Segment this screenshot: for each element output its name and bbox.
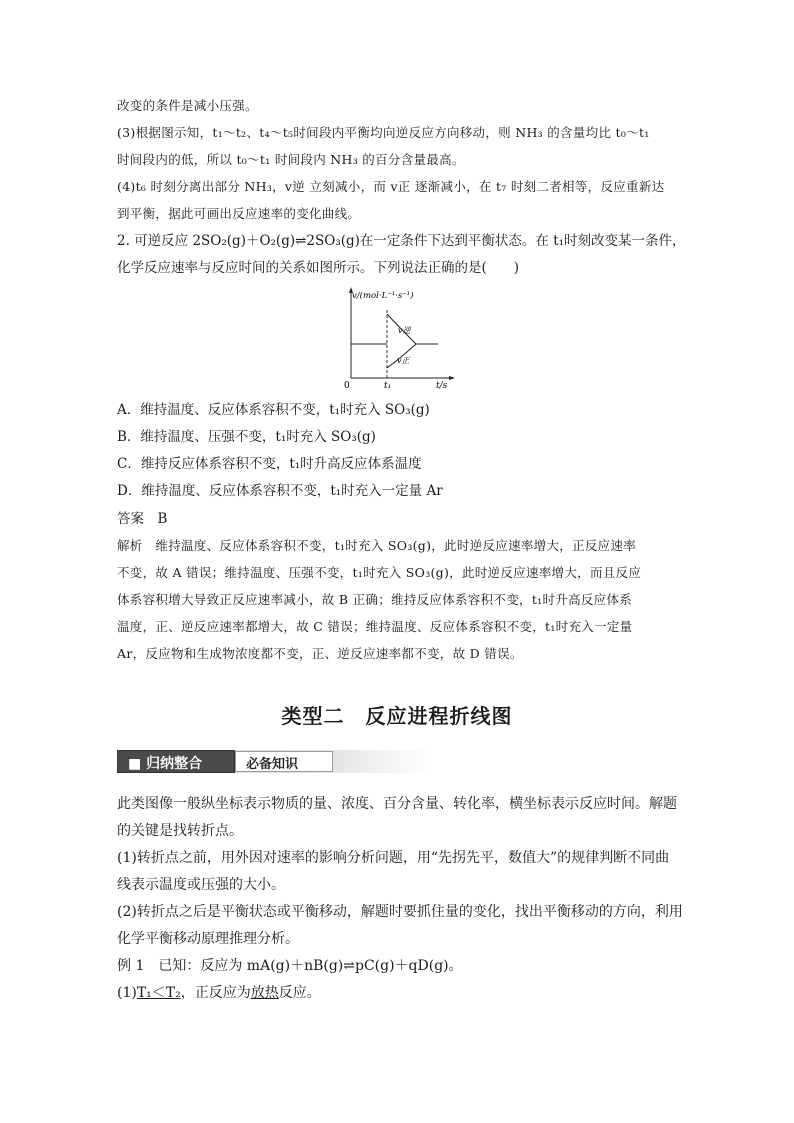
- analysis-line: 时间段内的低，所以 t₀～t₁ 时间段内 NH₃ 的百分含量最高。: [117, 152, 465, 167]
- body-paragraph: (2)转折点之后是平衡状态或平衡移动，解题时要抓住量的变化，找出平衡移动的方向，利用: [117, 904, 683, 920]
- band-dark-tab: [117, 750, 235, 773]
- answer: 答案 B: [117, 511, 168, 527]
- v-forward-label: v正: [397, 356, 410, 365]
- body-paragraph: 的关键是找转折点。: [117, 823, 243, 839]
- v-reverse-label: v逆: [398, 326, 411, 335]
- option-d: D．维持温度、反应体系容积不变，t₁时充入一定量 Ar: [117, 483, 443, 499]
- question-stem: 化学反应速率与反应时间的关系如图所示。下列说法正确的是( ): [117, 260, 520, 276]
- part-prefix: (1): [117, 985, 137, 1001]
- y-axis-label: v/(mol·L⁻¹·s⁻¹): [352, 291, 414, 301]
- analysis-line: 温度，正、逆反应速率都增大，故 C 错误；维持温度、反应体系容积不变，t₁时充入一定量: [117, 619, 633, 634]
- origin-label: 0: [344, 381, 350, 391]
- analysis-line: 不变，故 A 错误；维持温度、压强不变，t₁时充入 SO₃(g)，此时逆反应速率增大，而且反应: [117, 565, 642, 580]
- analysis-line: (3)根据图示知，t₁～t₂、t₄～t₅时间段内平衡均向逆反应方向移动，则 NH₃ 的含量均比 t₀～t₁: [117, 125, 650, 140]
- option-c: C．维持反应体系容积不变，t₁时升高反应体系温度: [117, 456, 422, 472]
- part-mid: ，正反应为: [180, 985, 251, 1001]
- analysis-line: Ar，反应物和生成物浓度都不变，正、逆反应速率都不变，故 D 错误。: [117, 646, 523, 661]
- example-heading: 例 1 已知：反应为 mA(g)＋nB(g)⇌pC(g)＋qD(g)。: [117, 958, 463, 974]
- rate-time-figure: [340, 284, 460, 392]
- option-a: A．维持温度、反应体系容积不变，t₁时充入 SO₃(g): [117, 402, 430, 418]
- analysis-line: 到平衡，据此可画出反应速率的变化曲线。: [117, 206, 361, 221]
- body-paragraph: 化学平衡移动原理推理分析。: [117, 931, 299, 947]
- x-axis-label: t/s: [436, 381, 448, 391]
- analysis-line: 体系容积增大导致正反应速率减小，故 B 正确；维持反应体系容积不变，t₁时升高反应体系: [117, 592, 633, 607]
- body-paragraph: 此类图像一般纵坐标表示物质的量、浓度、百分含量、转化率，横坐标表示反应时间。解题: [117, 796, 677, 812]
- body-paragraph: 线表示温度或压强的大小。: [117, 877, 285, 893]
- section-band: [117, 750, 431, 773]
- band-light-tab: [235, 751, 333, 772]
- band-light-label: 必备知识: [246, 757, 299, 772]
- part-suffix: 反应。: [278, 985, 321, 1001]
- example-part-1: [117, 983, 321, 1003]
- temperature-relation: T₁＜T₂: [136, 985, 181, 1001]
- analysis-line: 改变的条件是减小压强。: [117, 98, 258, 113]
- analysis-line: (4)t₆ 时刻分离出部分 NH₃，v逆 立刻减小，而 v正 逐渐减小，在 t₇ 时刻二者相等，反应重新达: [117, 179, 665, 194]
- v-reverse-curve: [387, 314, 438, 344]
- body-paragraph: (1)转折点之前，用外因对速率的影响分析问题，用“先拐先平，数值大”的规律判断不同曲: [117, 850, 670, 866]
- option-b: B．维持温度、压强不变，t₁时充入 SO₃(g): [117, 429, 376, 445]
- t1-label: t₁: [384, 381, 392, 391]
- reaction-type: 放热: [250, 985, 279, 1001]
- analysis-line: 解析 维持温度、反应体系容积不变，t₁时充入 SO₃(g)，此时逆反应速率增大，正反应速率: [117, 538, 637, 553]
- section-title: 类型二 反应进程折线图: [281, 704, 513, 728]
- band-dark-label: ■ 归纳整合: [128, 756, 203, 772]
- question-stem: 2. 可逆反应 2SO₂(g)＋O₂(g)⇌2SO₃(g)在一定条件下达到平衡状态。在 t₁时刻改变某一条件，: [117, 233, 686, 249]
- x-axis-arrow: [449, 376, 455, 380]
